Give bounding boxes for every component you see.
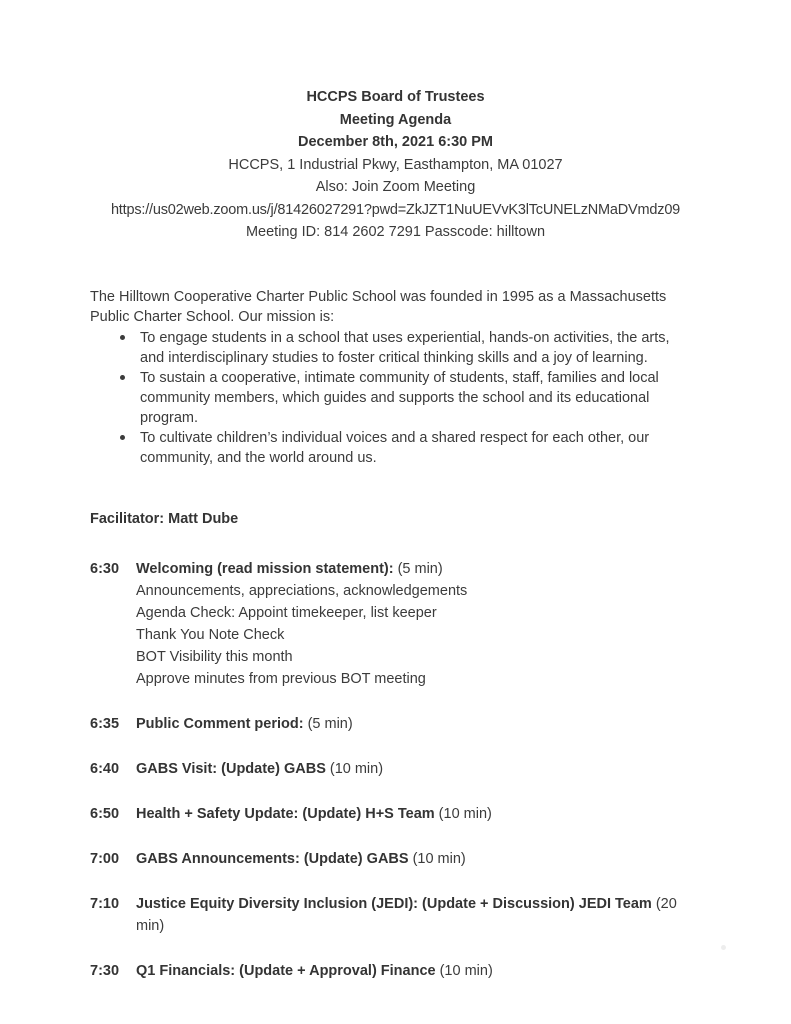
agenda-duration: (10 min) xyxy=(329,760,384,777)
bullet-icon xyxy=(120,335,125,340)
zoom-join-label: Also: Join Zoom Meeting xyxy=(315,179,476,195)
agenda-item xyxy=(90,848,701,870)
agenda-title: Health + Safety Update: (Update) H+S Team xyxy=(136,805,435,822)
bullet-icon xyxy=(120,435,125,440)
agenda-item xyxy=(90,758,701,780)
agenda-duration: (20 min) xyxy=(136,895,677,934)
agenda-time: 7:00 xyxy=(90,850,120,867)
doc-type-title: Meeting Agenda xyxy=(339,111,452,128)
agenda-duration: (5 min) xyxy=(397,560,443,577)
agenda-sub-item: Approve minutes from previous BOT meeting xyxy=(136,670,426,687)
mission-bullet-text: To sustain a cooperative, intimate community of students, staff, families and local community members, which guides and supports the school and its educational program. xyxy=(140,369,659,426)
agenda-item xyxy=(90,960,701,982)
agenda-title: GABS Announcements: (Update) GABS xyxy=(136,850,409,867)
agenda-title: Welcoming (read mission statement): xyxy=(136,560,394,577)
agenda-title-line xyxy=(136,803,701,825)
agenda-list xyxy=(90,558,701,982)
mission-intro: The Hilltown Cooperative Charter Public School was founded in 1995 as a Massachusetts Public Charter School. Our mission is: xyxy=(90,288,667,325)
agenda-item xyxy=(90,893,701,937)
agenda-time: 6:50 xyxy=(90,805,120,822)
agenda-time: 6:40 xyxy=(90,760,120,777)
agenda-time: 7:10 xyxy=(90,895,120,912)
mission-bullet xyxy=(120,328,685,368)
agenda-duration: (10 min) xyxy=(412,850,466,867)
meeting-location: HCCPS, 1 Industrial Pkwy, Easthampton, MA 01027 xyxy=(228,156,563,173)
agenda-title-line xyxy=(136,713,701,735)
scan-artifact-dot xyxy=(721,945,726,950)
mission-bullet-list xyxy=(90,328,701,468)
agenda-title-line xyxy=(136,960,701,982)
agenda-title-line xyxy=(136,758,701,780)
agenda-title-line xyxy=(136,893,701,937)
document-header xyxy=(90,86,701,244)
agenda-title: Public Comment period: xyxy=(136,715,304,732)
agenda-title: Q1 Financials: (Update + Approval) Finance xyxy=(136,962,436,979)
agenda-duration: (10 min) xyxy=(438,805,492,822)
agenda-sub-item: Agenda Check: Appoint timekeeper, list keeper xyxy=(136,604,437,621)
agenda-sub-item: BOT Visibility this month xyxy=(136,648,293,665)
agenda-title: Justice Equity Diversity Inclusion (JEDI): (Update + Discussion) JEDI Team xyxy=(136,895,652,912)
mission-bullet-text: To cultivate children’s individual voices and a shared respect for each other, our community, and the world around us. xyxy=(140,429,650,466)
org-title: HCCPS Board of Trustees xyxy=(306,89,485,105)
facilitator-line: Facilitator: Matt Dube xyxy=(90,510,239,527)
mission-section xyxy=(90,287,701,468)
agenda-time: 7:30 xyxy=(90,962,120,979)
zoom-meeting-url: https://us02web.zoom.us/j/81426027291?pwd=ZkJZT1NuUEVvK3lTcUNELzNMaDVmdz09 xyxy=(110,201,681,218)
agenda-title: GABS Visit: (Update) GABS xyxy=(136,760,326,777)
agenda-item xyxy=(90,713,701,735)
mission-bullet xyxy=(120,368,685,428)
meeting-datetime: December 8th, 2021 6:30 PM xyxy=(297,134,494,150)
agenda-duration: (10 min) xyxy=(439,962,493,979)
agenda-item xyxy=(90,803,701,825)
agenda-item xyxy=(90,558,701,690)
mission-bullet xyxy=(120,428,685,468)
agenda-title-line xyxy=(136,558,701,580)
agenda-duration: (5 min) xyxy=(307,715,353,732)
agenda-time: 6:30 xyxy=(90,560,120,577)
agenda-sub-item: Thank You Note Check xyxy=(136,626,285,643)
mission-bullet-text: To engage students in a school that uses experiential, hands-on activities, the arts, and interdisciplinary studies to foster critical thinking skills and a joy of learning. xyxy=(140,329,670,366)
meeting-id-passcode: Meeting ID: 814 2602 7291 Passcode: hilltown xyxy=(245,224,546,240)
bullet-icon xyxy=(120,375,125,380)
agenda-title-line xyxy=(136,848,701,870)
agenda-time: 6:35 xyxy=(90,715,120,732)
agenda-sub-items xyxy=(136,580,701,690)
agenda-sub-item: Announcements, appreciations, acknowledgements xyxy=(136,582,468,599)
